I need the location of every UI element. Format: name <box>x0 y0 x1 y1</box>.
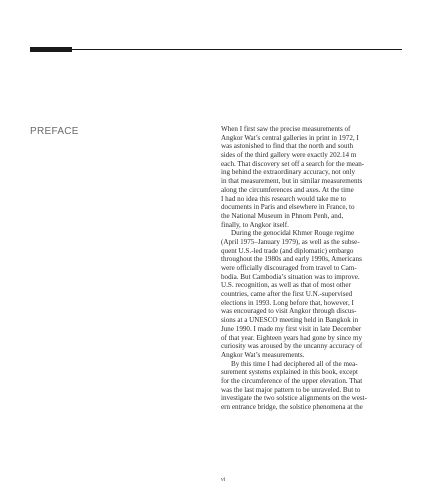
header-rule-thin <box>72 49 402 50</box>
text-line: documents in Paris and elsewhere in France, to <box>221 203 355 212</box>
section-heading: PREFACE <box>30 126 79 137</box>
text-line: investigate the two solstice alignments on the west- <box>221 394 367 403</box>
text-line: ing behind the extraordinary accuracy, not only <box>221 168 356 177</box>
text-line: elections in 1993. Long before that, however, I <box>221 298 354 307</box>
text-line: surement systems explained in this book, except <box>221 368 358 377</box>
header-rule-thick <box>30 47 72 52</box>
text-line: sions at a UNESCO meeting held in Bangkok in <box>221 316 359 325</box>
text-line: along the circumferences and axes. At the time <box>221 185 354 194</box>
text-line: U.S. recognition, as well as that of most other <box>221 281 351 290</box>
text-line: I had no idea this research would take me to <box>221 194 347 203</box>
text-line: each. That discovery set off a search for the mean- <box>221 159 365 168</box>
text-line: was the last major pattern to be unraveled. But to <box>221 385 361 394</box>
text-line: was encouraged to visit Angkor through discus- <box>221 307 357 316</box>
text-line: Angkor Wat’s measurements. <box>221 350 305 359</box>
text-line: Angkor Wat’s central galleries in print in 1972, I <box>221 133 359 142</box>
text-line: the National Museum in Phnom Penh, and, <box>221 211 344 220</box>
text-line: June 1990. I made my first visit in late December <box>221 324 362 333</box>
text-line: bodia. But Cambodia’s situation was to improve. <box>221 272 360 281</box>
text-line: were officially discouraged from travel to Cam- <box>221 264 357 272</box>
text-line: finally, to Angkor itself. <box>221 220 289 229</box>
text-line: By this time I had deciphered all of the mea- <box>231 359 358 368</box>
text-line: When I first saw the precise measurements of <box>221 125 351 133</box>
text-line: throughout the 1980s and early 1990s, Americans <box>221 255 362 264</box>
text-line: countries, came after the first U.N.-supervised <box>221 290 353 299</box>
paragraph <box>221 360 403 412</box>
text-line: in that measurement, but in similar measurements <box>221 177 363 186</box>
text-line: curiosity was aroused by the uncanny accuracy of <box>221 342 363 351</box>
text-line: (April 1975–January 1979), as well as the subse- <box>221 237 360 246</box>
text-line: During the genocidal Khmer Rouge regime <box>231 229 355 238</box>
paragraph <box>221 229 403 359</box>
page-number: vi <box>221 477 226 483</box>
text-line: quent U.S.-led trade (and diplomatic) embargo <box>221 246 354 255</box>
text-line: for the circumference of the upper elevation. That <box>221 376 363 385</box>
text-line: of that year. Eighteen years had gone by since my <box>221 333 363 342</box>
text-line: was astonished to find that the north and south <box>221 142 354 151</box>
body-text <box>221 125 403 412</box>
paragraph <box>221 125 403 229</box>
text-line: sides of the third gallery were exactly 202.14 m <box>221 151 357 160</box>
text-line: ern entrance bridge, the solstice phenomena at the <box>221 403 363 411</box>
